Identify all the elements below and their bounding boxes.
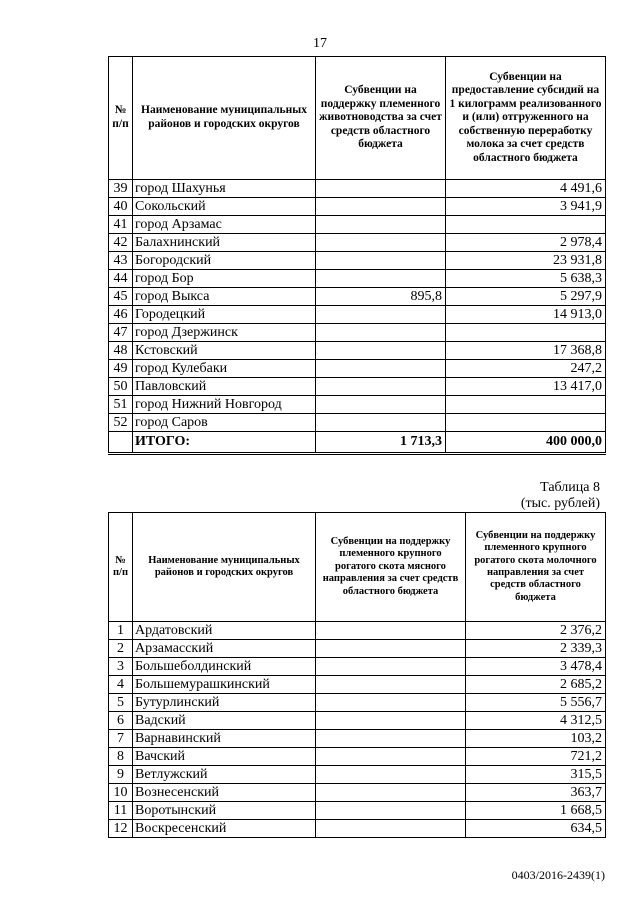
row-number: 2 [109,640,133,658]
value-col1 [316,730,466,748]
row-number: 1 [109,622,133,640]
value-col2: 315,5 [466,766,606,784]
value-col1 [316,252,446,270]
table-row [109,694,606,712]
value-col2: 5 638,3 [446,270,606,288]
value-col1 [316,306,446,324]
table-header-row [109,513,606,622]
row-number: 5 [109,694,133,712]
value-col1 [316,234,446,252]
district-name: Вознесенский [133,784,316,802]
table-row [109,198,606,216]
table-row [109,180,606,198]
value-col1 [316,712,466,730]
row-number: 40 [109,198,133,216]
district-name: Воскресенский [133,820,316,838]
header-milk-subsidy: Субвенции на предоставление субсидий на 1 килограмм реализованного и (или) отгруженного на собственную переработку молока за счет средств областного бюджета [446,57,606,180]
header-dairy-cattle-subsidy: Субвенции на поддержку племенного крупного рогатого скота молочного направления за счет средств областного бюджета [466,513,606,622]
value-col2: 2 376,2 [466,622,606,640]
value-col2: 23 931,8 [446,252,606,270]
total-breeding-value: 1 713,3 [316,432,446,454]
table-row [109,414,606,432]
total-row [109,432,606,454]
district-name: город Кулебаки [133,360,316,378]
district-name: город Арзамас [133,216,316,234]
header-district-name: Наименование муниципальных районов и городских округов [133,57,316,180]
table-row [109,378,606,396]
row-number: 52 [109,414,133,432]
value-col2: 721,2 [466,748,606,766]
table-row [109,288,606,306]
value-col2: 2 685,2 [466,676,606,694]
row-number: 4 [109,676,133,694]
district-name: Вачский [133,748,316,766]
row-number: 8 [109,748,133,766]
district-name: город Саров [133,414,316,432]
value-col2: 5 297,9 [446,288,606,306]
subsidy-table-continued [108,56,606,455]
district-name: Воротынский [133,802,316,820]
total-milk-value: 400 000,0 [446,432,606,454]
value-col1 [316,324,446,342]
value-col1 [316,216,446,234]
row-number: 42 [109,234,133,252]
row-number: 45 [109,288,133,306]
row-number: 43 [109,252,133,270]
value-col2: 4 312,5 [466,712,606,730]
value-col2 [446,324,606,342]
value-col2: 14 913,0 [446,306,606,324]
value-col2: 13 417,0 [446,378,606,396]
row-number: 39 [109,180,133,198]
value-col1 [316,802,466,820]
value-col1 [316,270,446,288]
district-name: город Шахунья [133,180,316,198]
district-name: Большемурашкинский [133,676,316,694]
row-number: 41 [109,216,133,234]
row-number: 9 [109,766,133,784]
value-col2: 17 368,8 [446,342,606,360]
district-name: Вадский [133,712,316,730]
row-number: 49 [109,360,133,378]
value-col1 [316,658,466,676]
district-name: город Нижний Новгород [133,396,316,414]
value-col1 [316,622,466,640]
row-number: 6 [109,712,133,730]
district-name: город Бор [133,270,316,288]
value-col2 [446,414,606,432]
value-col1 [316,396,446,414]
district-name: Городецкий [133,306,316,324]
value-col2: 2 978,4 [446,234,606,252]
value-col2: 247,2 [446,360,606,378]
table-row [109,766,606,784]
table-row [109,748,606,766]
value-col1 [316,414,446,432]
header-district-name: Наименование муниципальных районов и городских округов [133,513,316,622]
district-name: Бутурлинский [133,694,316,712]
value-col1 [316,694,466,712]
value-col1 [316,748,466,766]
table-row [109,658,606,676]
district-name: Варнавинский [133,730,316,748]
district-name: Ветлужский [133,766,316,784]
document-code: 0403/2016-2439(1) [511,868,605,882]
total-label: ИТОГО: [133,432,316,454]
value-col1 [316,378,446,396]
district-name: Сокольский [133,198,316,216]
cattle-subsidy-table [108,512,606,838]
row-number: 48 [109,342,133,360]
value-col2: 5 556,7 [466,694,606,712]
district-name: Балахнинский [133,234,316,252]
row-number: 11 [109,802,133,820]
table-row [109,730,606,748]
value-col2: 103,2 [466,730,606,748]
table-row [109,396,606,414]
header-breeding-subsidy: Субвенции на поддержку племенного животноводства за счет средств областного бюджета [316,57,446,180]
row-number: 7 [109,730,133,748]
table-row [109,342,606,360]
district-name: город Выкса [133,288,316,306]
table-row [109,360,606,378]
table-row [109,234,606,252]
district-name: город Дзержинск [133,324,316,342]
total-number-cell [109,432,133,454]
value-col2: 4 491,6 [446,180,606,198]
table-row [109,324,606,342]
district-name: Богородский [133,252,316,270]
district-name: Большеболдинский [133,658,316,676]
table-row [109,676,606,694]
row-number: 12 [109,820,133,838]
table-row [109,216,606,234]
value-col2: 3 941,9 [446,198,606,216]
row-number: 46 [109,306,133,324]
value-col1 [316,198,446,216]
table-row [109,712,606,730]
header-number: № п/п [109,57,133,180]
row-number: 47 [109,324,133,342]
table-header-row [109,57,606,180]
table-units: (тыс. рублей) [520,496,600,511]
district-name: Ардатовский [133,622,316,640]
table-row [109,306,606,324]
value-col1 [316,360,446,378]
value-col1 [316,766,466,784]
value-col1 [316,180,446,198]
value-col2: 3 478,4 [466,658,606,676]
value-col1 [316,342,446,360]
value-col2: 2 339,3 [466,640,606,658]
page-number: 17 [313,36,327,51]
row-number: 3 [109,658,133,676]
value-col1: 895,8 [316,288,446,306]
table-row [109,252,606,270]
row-number: 51 [109,396,133,414]
value-col1 [316,676,466,694]
value-col2: 634,5 [466,820,606,838]
table-row [109,270,606,288]
district-name: Павловский [133,378,316,396]
value-col2 [446,216,606,234]
table-row [109,640,606,658]
table-row [109,622,606,640]
district-name: Кстовский [133,342,316,360]
row-number: 10 [109,784,133,802]
value-col2: 1 668,5 [466,802,606,820]
table-caption: Таблица 8 [540,480,600,495]
row-number: 50 [109,378,133,396]
value-col2: 363,7 [466,784,606,802]
table-row [109,820,606,838]
value-col1 [316,640,466,658]
table-row [109,802,606,820]
value-col1 [316,820,466,838]
table-row [109,784,606,802]
header-number: № п/п [109,513,133,622]
value-col2 [446,396,606,414]
header-beef-cattle-subsidy: Субвенции на поддержку племенного крупного рогатого скота мясного направления за счет средств областного бюджета [316,513,466,622]
district-name: Арзамасский [133,640,316,658]
value-col1 [316,784,466,802]
row-number: 44 [109,270,133,288]
